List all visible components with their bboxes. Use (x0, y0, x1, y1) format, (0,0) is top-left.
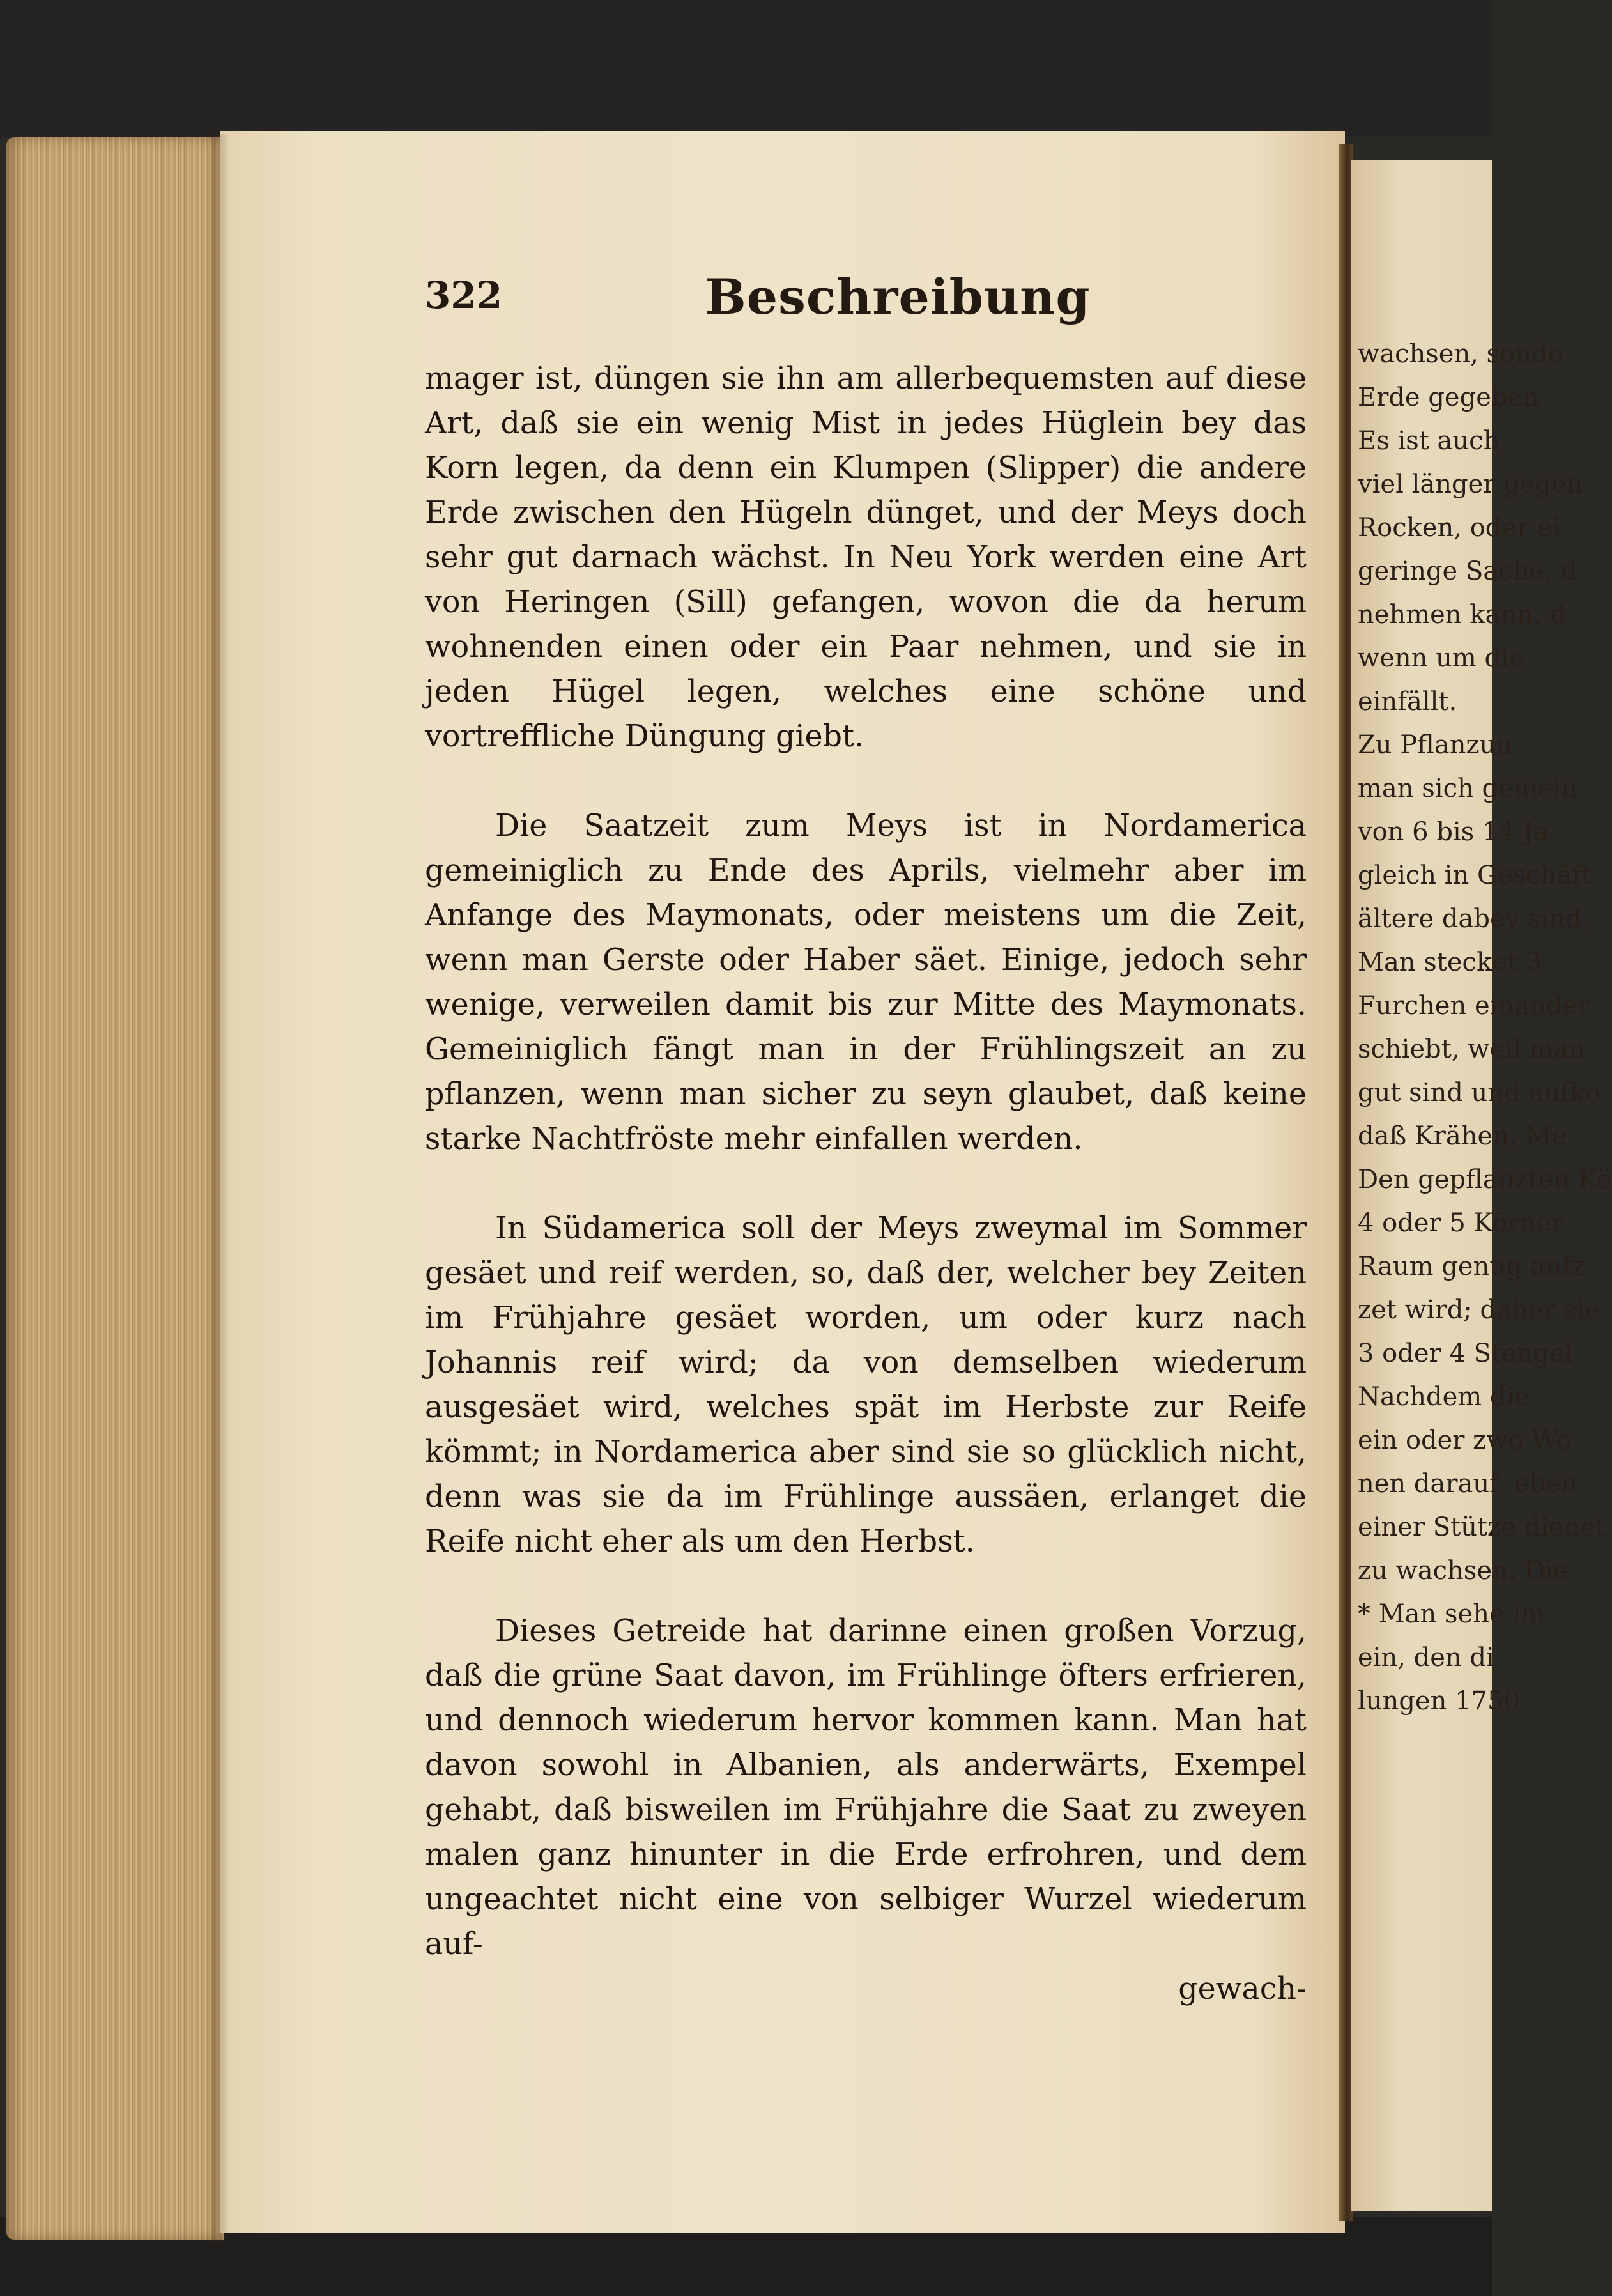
page-number: 322 (425, 274, 503, 317)
paragraph: mager ist, düngen sie ihn am allerbequemsten auf diese Art, daß sie ein wenig Mist in jedes Hüglein bey das Korn legen, da denn ein Klumpen (Slipper) die andere Erde zwischen den Hügeln dünget, und der Meys doch sehr gut darnach wächst. In Neu York werden eine Art von Heringen (Sill) gefangen, wovon die da herum wohnenden einen oder ein Paar nehmen, und sie in jeden Hügel legen, welches eine schöne und vortreffliche Düngung giebt. (425, 361, 1307, 754)
facing-line: Furchen einander (1358, 991, 1590, 1021)
facing-line: wenn um die (1358, 643, 1524, 673)
facing-line: wachsen, sonde (1358, 339, 1563, 369)
facing-line: Zu Pflanzun (1358, 730, 1513, 760)
facing-line: einfällt. (1358, 687, 1457, 716)
facing-line: Nachdem die (1358, 1382, 1530, 1412)
paragraph: In Südamerica soll der Meys zweymal im Sommer gesäet und reif werden, so, daß der, welcher bey Zeiten im Frühjahre gesäet worden, um oder kurz nach Johannis reif wird; da von demselben wiederum ausgesäet wird, welches spät im Herbste zur Reife kömmt; in Nordamerica aber sind sie so glücklich nicht, denn was sie da im Frühlinge aussäen, erlanget die Reife nicht eher als um den Herbst. (425, 1211, 1307, 1559)
facing-line: von 6 bis 14 Ja (1358, 817, 1549, 847)
facing-line: gleich in Geschäft (1358, 861, 1592, 890)
facing-line: zu wachsen. Die (1358, 1556, 1569, 1585)
facing-line: Man stecket 3 (1358, 948, 1542, 977)
book-page-edges (6, 137, 224, 2240)
facing-line: nen darauf, eben (1358, 1469, 1577, 1499)
facing-line: schiebt, weil man (1358, 1035, 1586, 1064)
facing-line: daß Krähen, Me (1358, 1121, 1567, 1151)
facing-line: * Man sehe im (1358, 1599, 1546, 1629)
facing-line: Es ist auch (1358, 426, 1500, 456)
facing-line: zet wird; daher sie (1358, 1295, 1600, 1325)
facing-line: einer Stütze dienet (1358, 1513, 1606, 1542)
page-header (425, 268, 1307, 326)
facing-line: Raum genug aufz (1358, 1252, 1585, 1281)
facing-line: nehmen kann, d (1358, 600, 1566, 629)
paragraph: Die Saatzeit zum Meys ist in Nordamerica gemeiniglich zu Ende des Aprils, vielmehr aber im Anfange des Maymonats, oder meistens um die Zeit, wenn man Gerste oder Haber säet. Einige, jedoch sehr wenige, verweilen damit bis zur Mitte des Maymonats. Gemeiniglich fängt man in der Frühlingszeit an zu pflanzen, wenn man sicher zu seyn glaubet, daß keine starke Nachtfröste mehr einfallen werden. (425, 808, 1307, 1157)
facing-line: Erde gegeben (1358, 383, 1539, 412)
running-title: Beschreibung (705, 268, 1091, 325)
book-gutter (1339, 144, 1353, 2221)
body-text (425, 357, 1307, 2012)
catchword: gewach- (1178, 1971, 1307, 2007)
facing-line: viel länger gegen (1358, 470, 1583, 499)
facing-line: ältere dabey sind, (1358, 904, 1590, 934)
facing-line: gut sind und aufko (1358, 1078, 1601, 1107)
facing-line: man sich gemein (1358, 774, 1577, 803)
paragraph: Dieses Getreide hat darinne einen großen Vorzug, daß die grüne Saat davon, im Frühlinge öfters erfrieren, und dennoch wiederum hervor kommen kann. Man hat davon sowohl in Albanien, als anderwärts, Exempel gehabt, daß bisweilen im Frühjahre die Saat zu zweyen malen ganz hinunter in die Erde erfrohren, und dem ungeachtet nicht eine von selbiger Wurzel wiederum auf- (425, 1614, 1307, 1962)
facing-line: ein, den di (1358, 1643, 1494, 1672)
facing-line: geringe Sache, d (1358, 557, 1577, 586)
facing-line: Den gepflanzten Kö (1358, 1165, 1612, 1194)
facing-line: lungen 1750 (1358, 1686, 1520, 1716)
facing-line: 3 oder 4 Stengel (1358, 1339, 1573, 1368)
spine-shadow (211, 134, 230, 2243)
facing-line: ein oder zwo Wo (1358, 1426, 1572, 1455)
facing-page-text (1358, 332, 1612, 1723)
facing-line: 4 oder 5 Körner (1358, 1208, 1564, 1238)
facing-line: Rocken, oder ei (1358, 513, 1561, 543)
dark-background-top (0, 0, 1492, 137)
